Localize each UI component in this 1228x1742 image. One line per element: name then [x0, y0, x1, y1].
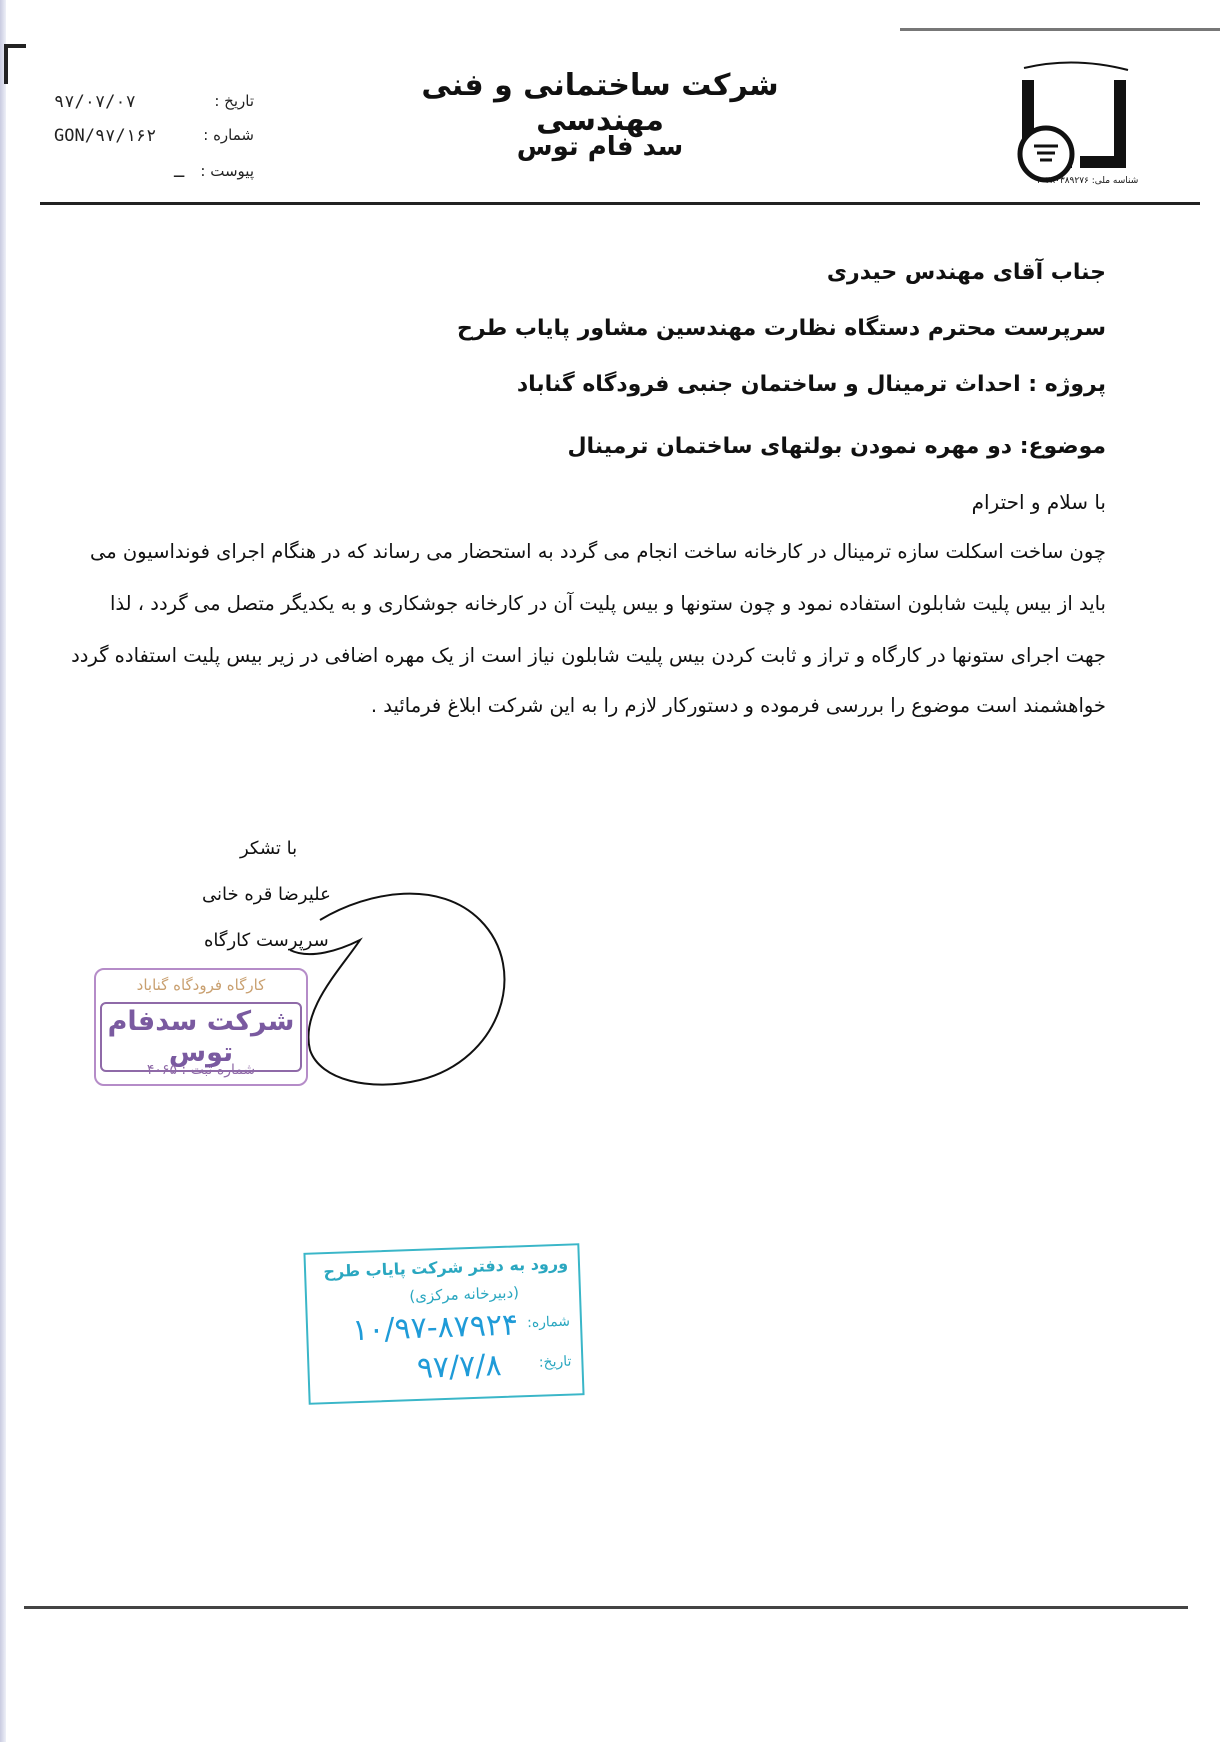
- company-stamp: [94, 968, 308, 1086]
- signer-role: سرپرست کارگاه: [204, 930, 329, 951]
- receipt-stamp-subtitle: (دبیرخانه مرکزی): [409, 1283, 520, 1306]
- stamp-top-text: کارگاه فرودگاه گناباد: [136, 976, 266, 994]
- receipt-number-label: شماره:: [526, 1313, 571, 1332]
- page-edge: [0, 0, 6, 1742]
- signer-name: علیرضا قره خانی: [202, 884, 331, 905]
- body-line: جهت اجرای ستونها در کارگاه و تراز و ثابت کردن بیس پلیت شابلون نیاز است از یک مهره اضافی در زیر بیس پلیت استفاده گردد: [71, 644, 1106, 667]
- company-logo: [1010, 58, 1138, 188]
- logo-national-id: شناسه ملی: ۱۰۳۸۰۳۸۹۲۷۶: [1035, 176, 1139, 186]
- attachment-label: پیوست :: [200, 162, 254, 180]
- handwritten-signature: [280, 880, 530, 1090]
- footer-divider: [24, 1606, 1188, 1609]
- receipt-number-value: ۱۰/۹۷-۸۷۹۲۴: [351, 1307, 519, 1349]
- recipient-title: سرپرست محترم دستگاه نظارت مهندسین مشاور پایاب طرح: [456, 316, 1106, 341]
- closing: با تشکر: [240, 838, 298, 859]
- receipt-date-value: ۹۷/۷/۸: [416, 1348, 503, 1386]
- number-label: شماره :: [203, 126, 254, 144]
- number-value: GON/۹۷/۱۶۲: [54, 126, 157, 146]
- stamp-registration: شماره ثبت : ۴۰۶۵: [146, 1062, 256, 1078]
- receipt-stamp-title: ورود به دفتر شرکت پایاب طرح: [323, 1253, 569, 1282]
- date-label: تاریخ :: [214, 92, 254, 110]
- stamp-company-name: شرکت سدفام توس: [100, 1002, 302, 1072]
- company-name-line-2: سد فام توس: [516, 132, 684, 162]
- top-rule: [900, 28, 1220, 31]
- corner-mark: [4, 44, 26, 48]
- body-line: باید از بیس پلیت شابلون استفاده نمود و چون ستونها و بیس پلیت آن در کارخانه جوشکاری و به یکدیگر متصل می گردد ، لذا: [109, 592, 1106, 615]
- attachment-value: ـ: [174, 162, 185, 182]
- receipt-date-label: تاریخ:: [538, 1353, 572, 1371]
- corner-mark: [4, 44, 8, 84]
- project-line: پروژه : احداث ترمینال و ساختمان جنبی فرودگاه گناباد: [516, 372, 1106, 397]
- body-line: چون ساخت اسکلت سازه ترمینال در کارخانه ساخت انجام می گردد به استحضار می رساند که در هنگام اجرای فونداسیون می: [89, 540, 1106, 563]
- company-name-line-1: شرکت ساختمانی و فنی مهندسی: [421, 68, 779, 138]
- greeting: با سلام و احترام: [971, 490, 1106, 514]
- header-divider: [40, 202, 1200, 205]
- subject-line: موضوع: دو مهره نمودن بولتهای ساختمان ترمینال: [567, 434, 1106, 459]
- date-value: ۹۷/۰۷/۰۷: [54, 92, 136, 112]
- recipient: جناب آقای مهندس حیدری: [826, 260, 1106, 285]
- receipt-stamp: [303, 1243, 584, 1405]
- body-line: خواهشمند است موضوع را بررسی فرموده و دستورکار لازم را به این شرکت ابلاغ فرمائید .: [370, 694, 1106, 717]
